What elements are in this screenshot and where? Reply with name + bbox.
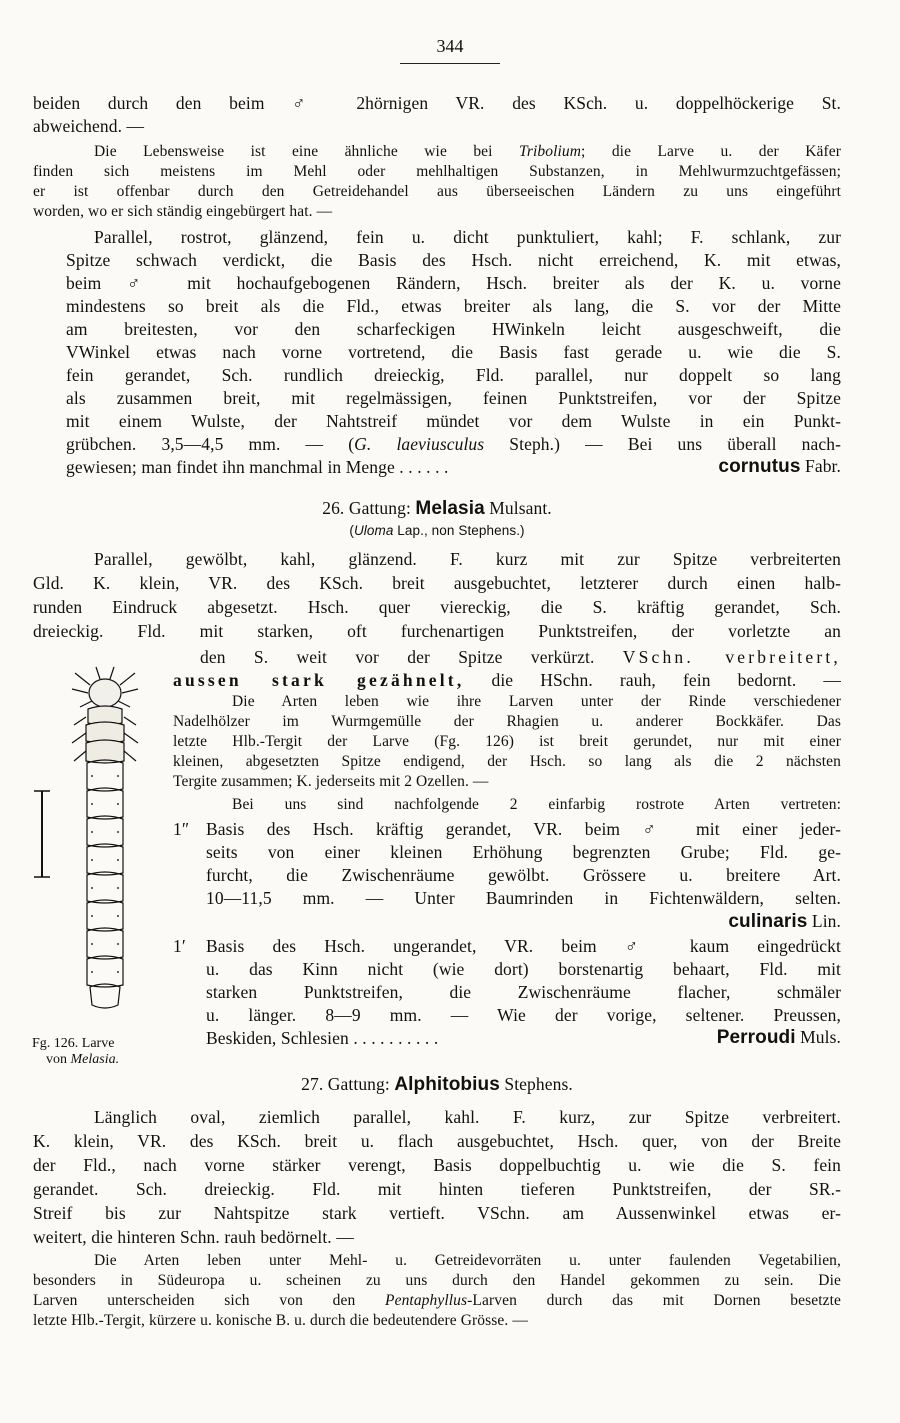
text-line: gewiesen; man findet ihn manchmal in Menge . . . . . . [66, 457, 449, 477]
text-line: er ist offenbar durch den Getreidehandel aus überseeischen Ländern zu uns eingeführt [33, 183, 841, 200]
text-line: Nadelhölzer im Wurmgemülle der Rhagien u. anderer Bockkäfer. Das [173, 713, 841, 730]
text-line: Die Arten leben unter Mehl- u. Getreidevorräten u. unter faulenden Vegetabilien, [94, 1252, 841, 1269]
text-line: der Fld., nach vorne stärker verengt, Basis doppelbuchtig u. wie die S. fein [33, 1155, 841, 1175]
genus-heading: 27. Gattung: Alphitobius Stephens. [301, 1074, 573, 1095]
text-line: weitert, die hinteren Schn. rauh bedörnelt. — [33, 1227, 354, 1247]
text-line: fein gerandet, Sch. rundlich dreieckig, Fld. parallel, nur doppelt so lang [66, 365, 841, 385]
genus-reference: Pentaphyllus [385, 1292, 468, 1309]
text-line: letzte Hlb.-Tergit der Larve (Fg. 126) ist breit gerundet, nur mit einer [173, 733, 841, 750]
text-line: letzte Hlb.-Tergit, kürzere u. konische B. u. durch die bedeutendere Grösse. — [33, 1312, 528, 1329]
species-line [620, 455, 841, 478]
text-line: Die Lebensweise ist eine ähnliche wie bei Tribolium; die Larve u. der Käfer [94, 143, 841, 160]
text-line: Die Arten leben wie ihre Larven unter der Rinde verschiedener [232, 693, 841, 710]
larva-figure [30, 663, 170, 1035]
text-line: Länglich oval, ziemlich parallel, kahl. F. kurz, zur Spitze verbreitert. [94, 1107, 841, 1127]
species-author: Fabr. [805, 456, 841, 476]
text-line: finden sich meistens im Mehl oder mehlhaltigen Substanzen, in Mehlwurmzuchtgefässen; [33, 163, 841, 180]
page-number: 344 [436, 36, 464, 56]
text-line: mindestens so breit als die Fld., etwas breiter als lang, die S. vor der Mitte [66, 296, 841, 316]
species-line [620, 1026, 841, 1049]
text-line: Beskiden, Schlesien . . . . . . . . . . [206, 1028, 439, 1048]
text-line: Larven unterscheiden sich von den Pentaphyllus-Larven durch das mit Dornen besetzte [33, 1292, 841, 1309]
figure-caption: Fg. 126. Larve [32, 1036, 115, 1051]
species-name: Perroudi [716, 1027, 796, 1048]
species-line [520, 910, 841, 933]
genus-name: Melasia [415, 498, 485, 519]
text-line: mit einem Wulste, der Nahtstreif mündet vor dem Wulste in ein Punkt- [66, 411, 841, 431]
figure-caption: von Melasia. [46, 1052, 120, 1067]
text-line: Basis des Hsch. kräftig gerandet, VR. beim ♂ mit einer jeder- [206, 819, 841, 839]
text-line: als zusammen breit, mit regelmässigen, feinen Punktstreifen, vor der Spitze [66, 388, 841, 408]
genus-reference: Tribolium [518, 143, 582, 160]
text-line: Parallel, rostrot, glänzend, fein u. dicht punktuliert, kahl; F. schlank, zur [94, 227, 841, 247]
key-number: 1′ [173, 936, 186, 956]
text-line: starken Punktstreifen, die Zwischenräume flacher, schmäler [206, 982, 841, 1002]
synonym: G. laeviusculus [354, 434, 485, 454]
text-line: abweichend. — [33, 116, 145, 136]
species-author: Muls. [800, 1027, 841, 1047]
text-line: besonders in Südeuropa u. scheinen zu uns durch den Handel gekommen zu sein. Die [33, 1272, 841, 1289]
text-line: Parallel, gewölbt, kahl, glänzend. F. kurz mit zur Spitze verbreiterten [94, 549, 841, 569]
text-line: furcht, die Zwischenräume gewölbt. Grössere u. breitere Art. [206, 865, 841, 885]
text-line: grübchen. 3,5—4,5 mm. — (G. laeviusculus Steph.) — Bei uns überall nach- [66, 434, 841, 454]
text-line: 10—11,5 mm. — Unter Baumrinden in Fichtenwäldern, selten. [206, 888, 841, 908]
genus-name: Alphitobius [394, 1074, 500, 1095]
text-line: kleinen, abgesetzten Spitze endigend, der Hsch. so lang als die 2 nächsten [173, 753, 841, 770]
text-line: dreieckig. Fld. mit starken, oft furchenartigen Punktstreifen, der vorletzte an [33, 621, 841, 641]
larva-illustration-icon [30, 663, 170, 1035]
text-line: Bei uns sind nachfolgende 2 einfarbig rostrote Arten vertreten: [232, 796, 841, 813]
text-line: am breitesten, vor den scharfeckigen HWinkeln leicht ausgeschweift, die [66, 319, 841, 339]
text-line: u. das Kinn nicht (wie dort) borstenartig behaart, Fld. mit [206, 959, 841, 979]
text-line: den S. weit vor der Spitze verkürzt. VSchn. verbreitert, [200, 647, 841, 667]
genus-heading: 26. Gattung: Melasia Mulsant. [322, 498, 552, 519]
text-line: aussen stark gezähnelt, die HSchn. rauh, fein bedornt. — [173, 670, 841, 690]
text-line: worden, wo er sich ständig eingebürgert hat. — [33, 203, 333, 220]
text-line: Streif bis zur Nahtspitze stark vertieft. VSchn. am Aussenwinkel etwas er- [33, 1203, 841, 1223]
text-line: Spitze schwach verdickt, die Basis des Hsch. nicht erreichend, K. mit etwas, [66, 250, 841, 270]
text-line: seits von einer kleinen Erhöhung begrenzten Grube; Fld. ge- [206, 842, 841, 862]
text-line: K. klein, VR. des KSch. breit u. flach ausgebuchtet, Hsch. quer, von der Breite [33, 1131, 841, 1151]
species-name: culinaris [728, 911, 808, 932]
key-number: 1″ [173, 819, 190, 839]
text-line: u. länger. 8—9 mm. — Wie der vorige, seltener. Preussen, [206, 1005, 841, 1025]
text-line: beim ♂ mit hochaufgebogenen Rändern, Hsch. breiter als der K. u. vorne [66, 273, 841, 293]
text-line: gerandet. Sch. dreieckig. Fld. mit hinten tieferen Punktstreifen, der SR.- [33, 1179, 841, 1199]
text-line: runden Eindruck abgesetzt. Hsch. quer viereckig, die S. kräftig gerandet, Sch. [33, 597, 841, 617]
text-line: VWinkel etwas nach vorne vortretend, die Basis fast gerade u. wie die S. [66, 342, 841, 362]
text-line: Gld. K. klein, VR. des KSch. breit ausgebuchtet, letzterer durch einen halb- [33, 573, 841, 593]
text-line: Basis des Hsch. ungerandet, VR. beim ♂ kaum eingedrückt [206, 936, 841, 956]
species-name: cornutus [718, 456, 801, 477]
page-number-rule [400, 63, 500, 64]
text-line: beiden durch den beim ♂ 2hörnigen VR. des KSch. u. doppelhöckerige St. [33, 93, 841, 113]
text-line: Tergite zusammen; K. jederseits mit 2 Ozellen. — [173, 773, 489, 790]
species-author: Lin. [811, 911, 841, 931]
genus-synonym: (Uloma Lap., non Stephens.) [349, 523, 525, 538]
